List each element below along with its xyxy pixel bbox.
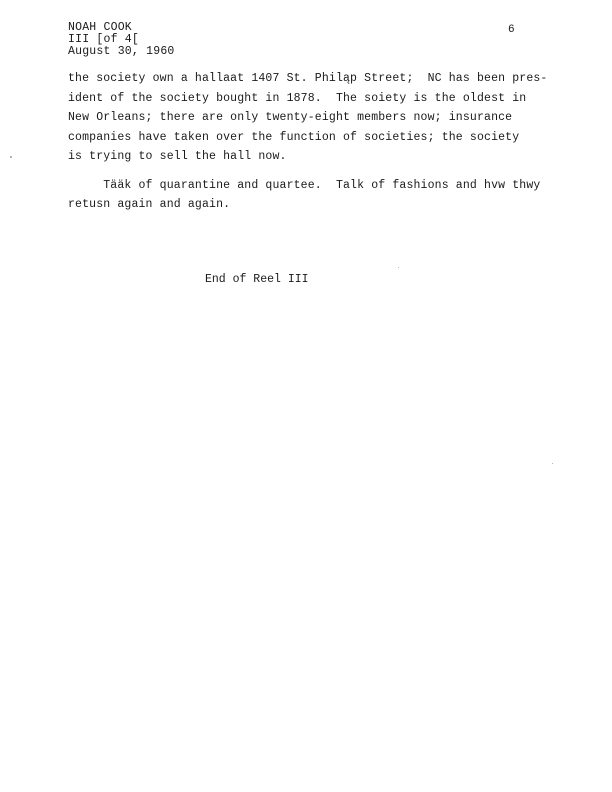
reel-number: III [of 4[ [68,33,140,46]
paragraph-1-line-3: New Orleans; there are only twenty-eight members now; insurance [68,111,513,124]
paragraph-1-line-5: is trying to sell the hall now. [68,150,287,163]
interview-date: August 30, 1960 [68,45,175,58]
interviewee-name: NOAH COOK [68,21,132,34]
transcript-header [68,22,175,58]
transcript-body [68,69,568,215]
end-of-reel-label: End of Reel III [205,273,309,286]
scan-speck [10,156,12,158]
scan-speck [398,267,399,268]
page-number: 6 [508,24,515,36]
paragraph-1-line-1: the society own a hallaat 1407 St. Philąp Street; NC has been pres- [68,72,548,85]
paragraph-2-line-2: retusn again and again. [68,198,231,211]
paragraph-1-line-2: ident of the society bought in 1878. The soiety is the oldest in [68,91,527,105]
paragraph-gap [68,167,568,176]
paragraph-1-line-4: companies have taken over the function of societies; the society [68,130,520,144]
scan-speck [552,463,553,464]
paragraph-2-line-1: Tääk of quarantine and quartee. Talk of fashions and hvw thwy [68,178,541,192]
